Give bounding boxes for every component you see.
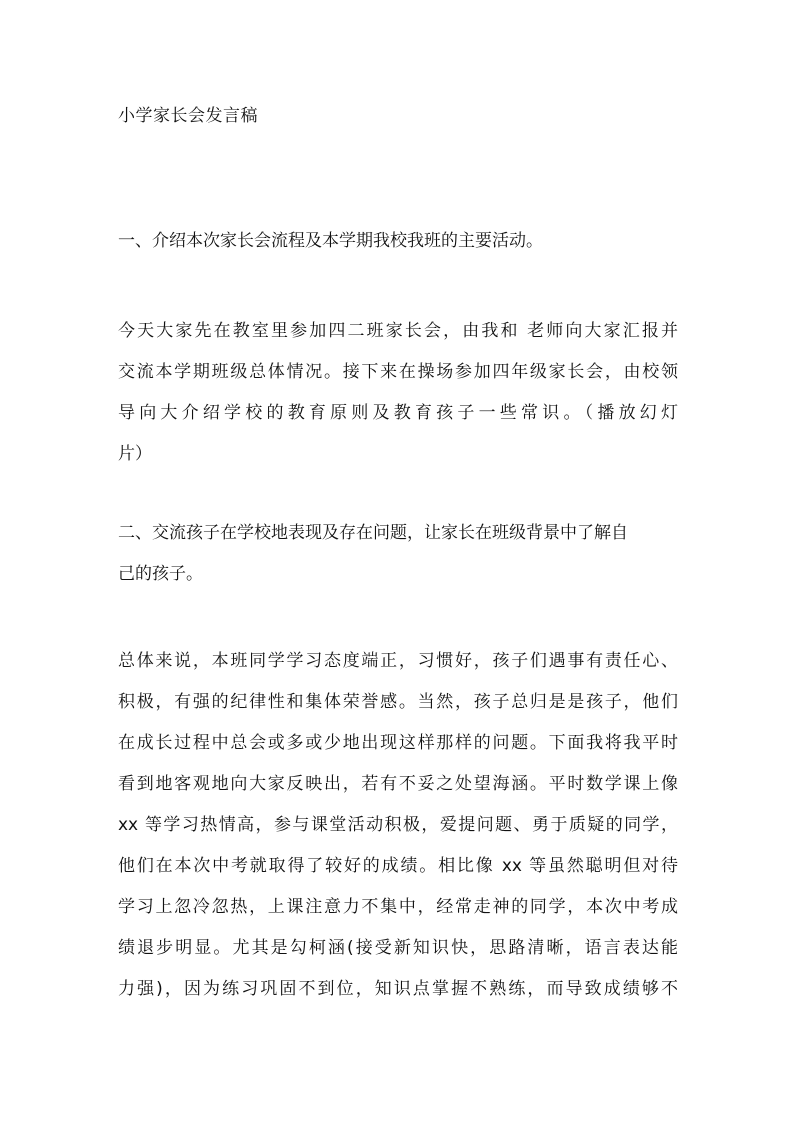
paragraph-line: 片） — [118, 444, 152, 464]
section-2-heading-continued: 己的孩子。 — [118, 564, 203, 584]
paragraph-line: 他们在本次中考就取得了较好的成绩。相比像 xx 等虽然聪明但对待 — [118, 856, 678, 876]
paragraph-line: 力强)，因为练习巩固不到位，知识点掌握不熟练，而导致成绩够不 — [118, 979, 678, 999]
paragraph-line: 绩退步明显。尤其是勾柯涵(接受新知识快，思路清晰，语言表达能 — [118, 938, 678, 958]
paragraph-line: 积极，有强的纪律性和集体荣誉感。当然，孩子总归是是孩子，他们 — [118, 692, 678, 712]
paragraph-line: 总体来说，本班同学学习态度端正，习惯好，孩子们遇事有责任心、 — [118, 651, 678, 671]
paragraph-line: 在成长过程中总会或多或少地出现这样那样的问题。下面我将我平时 — [118, 733, 678, 753]
paragraph-line: 学习上忽冷忽热，上课注意力不集中，经常走神的同学，本次中考成 — [118, 897, 678, 917]
paragraph-line: 今天大家先在教室里参加四二班家长会，由我和 老师向大家汇报并 — [118, 321, 678, 341]
section-1-paragraph — [118, 311, 678, 475]
section-2-heading: 二、交流孩子在学校地表现及存在问题，让家长在班级背景中了解自 — [118, 523, 628, 543]
paragraph-line: 导向大介绍学校的教育原则及教育孩子一些常识。（播放幻灯 — [118, 403, 678, 423]
section-2-paragraph — [118, 641, 678, 1010]
section-1-heading: 一、介绍本次家长会流程及本学期我校我班的主要活动。 — [118, 231, 543, 251]
paragraph-line: 看到地客观地向大家反映出，若有不妥之处望海涵。平时数学课上像 — [118, 774, 678, 794]
paragraph-line: 交流本学期班级总体情况。接下来在操场参加四年级家长会，由校领 — [118, 362, 678, 382]
paragraph-line: xx 等学习热情高，参与课堂活动积极，爱提问题、勇于质疑的同学， — [118, 815, 678, 835]
document-title: 小学家长会发言稿 — [118, 106, 258, 126]
